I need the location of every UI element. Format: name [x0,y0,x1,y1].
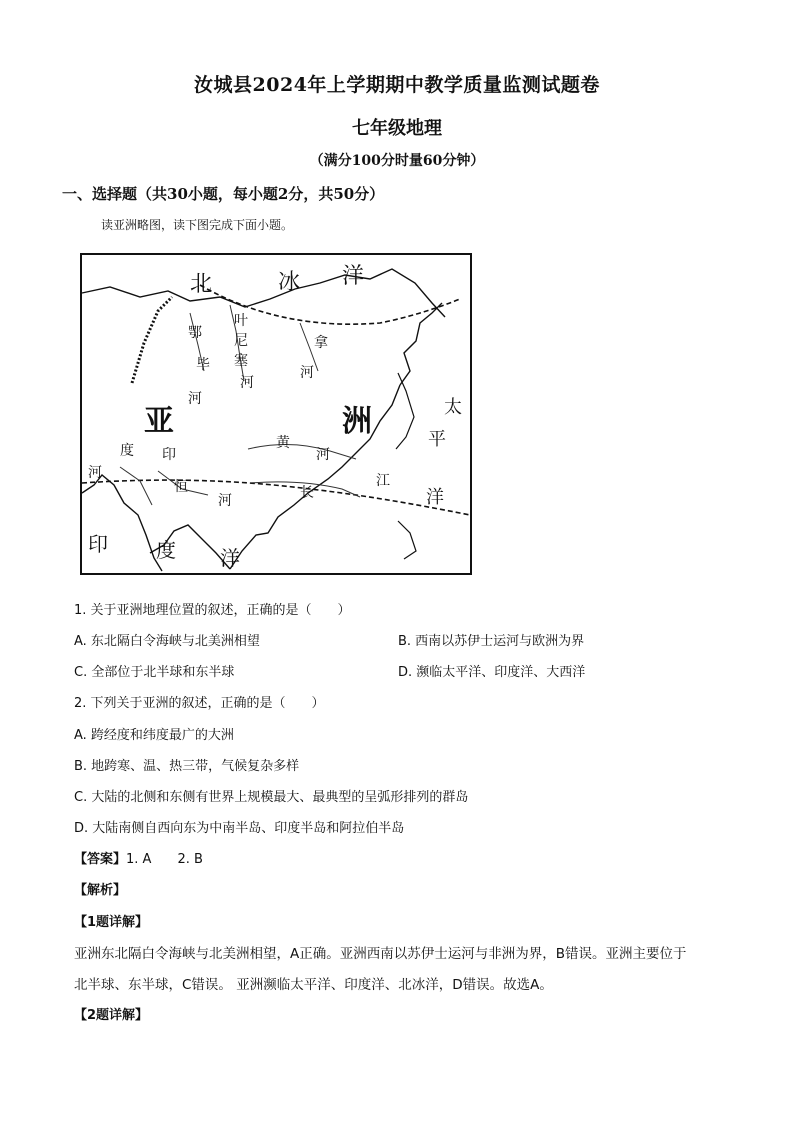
map-label-he1: 河 [240,375,254,391]
question-2-option-b: B. 地跨寒、温、热三带，气候复杂多样 [74,759,300,774]
map-label-du2: 度 [156,538,176,562]
question-2-option-a: A. 跨经度和纬度最广的大洲 [74,728,234,743]
answer-line [74,848,203,867]
map-label-bi: 毕 [196,357,210,373]
map-label-ye: 叶 [234,313,248,329]
map-label-heng: 恒 [174,479,188,495]
question-2-option-c: C. 大陆的北侧和东侧有世界上规模最大、最典型的呈弧形排列的群岛 [74,790,469,805]
page-title: 汝城县2024年上学期期中教学质量监测试题卷 [194,74,600,96]
map-label-yin2: 印 [88,532,108,556]
question-1-option-a: A. 东北隔白令海峡与北美洲相望 [74,634,260,649]
answer-label: 【答案】 [74,852,127,867]
map-label-he6: 河 [218,493,232,509]
map-label-chang: 长 [300,485,314,501]
map-label-ocean-indian: 洋 [220,546,240,570]
question-1-option-c: C. 全部位于北半球和东半球 [74,665,235,680]
analysis-label: 【解析】 [74,883,127,898]
map-label-ping: 平 [428,429,446,450]
map-label-tai: 太 [444,397,462,418]
map-label-he4: 河 [316,447,330,463]
question-1-stem: 1. 关于亚洲地理位置的叙述，正确的是（ ） [74,603,351,618]
map-label-ya: 亚 [144,404,174,439]
q2-detail-heading: 【2题详解】 [74,1008,149,1023]
q1-detail-line-1: 亚洲东北隔白令海峡与北美洲相望，A正确。亚洲西南以苏伊士运河与非洲为界，B错误。亚洲主要位于 [74,946,687,962]
map-label-zhou: 洲 [342,404,372,439]
exam-note: （满分100分时量60分钟） [309,153,485,169]
question-1-option-d: D. 濒临太平洋、印度洋、大西洋 [398,665,586,680]
section-intro: 读亚洲略图，读下图完成下面小题。 [101,218,294,232]
question-2-option-d: D. 大陆南侧自西向东为中南半岛、印度半岛和阿拉伯半岛 [74,821,405,836]
map-label-du: 度 [120,443,134,459]
map-label-huang: 黄 [276,435,290,451]
map-label-yin: 印 [162,447,176,463]
map-label-ocean-north: 洋 [342,264,365,289]
map-label-ni: 尼 [234,333,248,349]
q1-detail-line-2: 北半球、东半球，C错误。 亚洲濒临太平洋、印度洋、北冰洋，D错误。故选A。 [74,977,553,993]
section-heading: 一、选择题（共30小题，每小题2分，共50分） [62,185,385,203]
map-label-la: 拿 [314,335,328,351]
map-label-ice: 冰 [278,270,301,295]
answer-values: 1. A 2. B [126,852,203,867]
asia-map [80,253,472,575]
map-label-sai: 塞 [234,353,248,369]
map-label-e: 鄂 [188,325,202,341]
q1-detail-heading: 【1题详解】 [74,915,149,930]
map-label-jiang: 江 [376,473,390,489]
map-label-he5: 河 [88,465,102,481]
map-label-he3: 河 [300,365,314,381]
question-1-option-b: B. 西南以苏伊士运河与欧洲为界 [398,634,585,649]
map-label-north: 北 [190,272,213,297]
map-label-he2: 河 [188,391,202,407]
page-subtitle: 七年级地理 [352,118,442,139]
question-2-stem: 2. 下列关于亚洲的叙述，正确的是（ ） [74,696,325,711]
map-label-ocean-pacific: 洋 [426,487,444,508]
